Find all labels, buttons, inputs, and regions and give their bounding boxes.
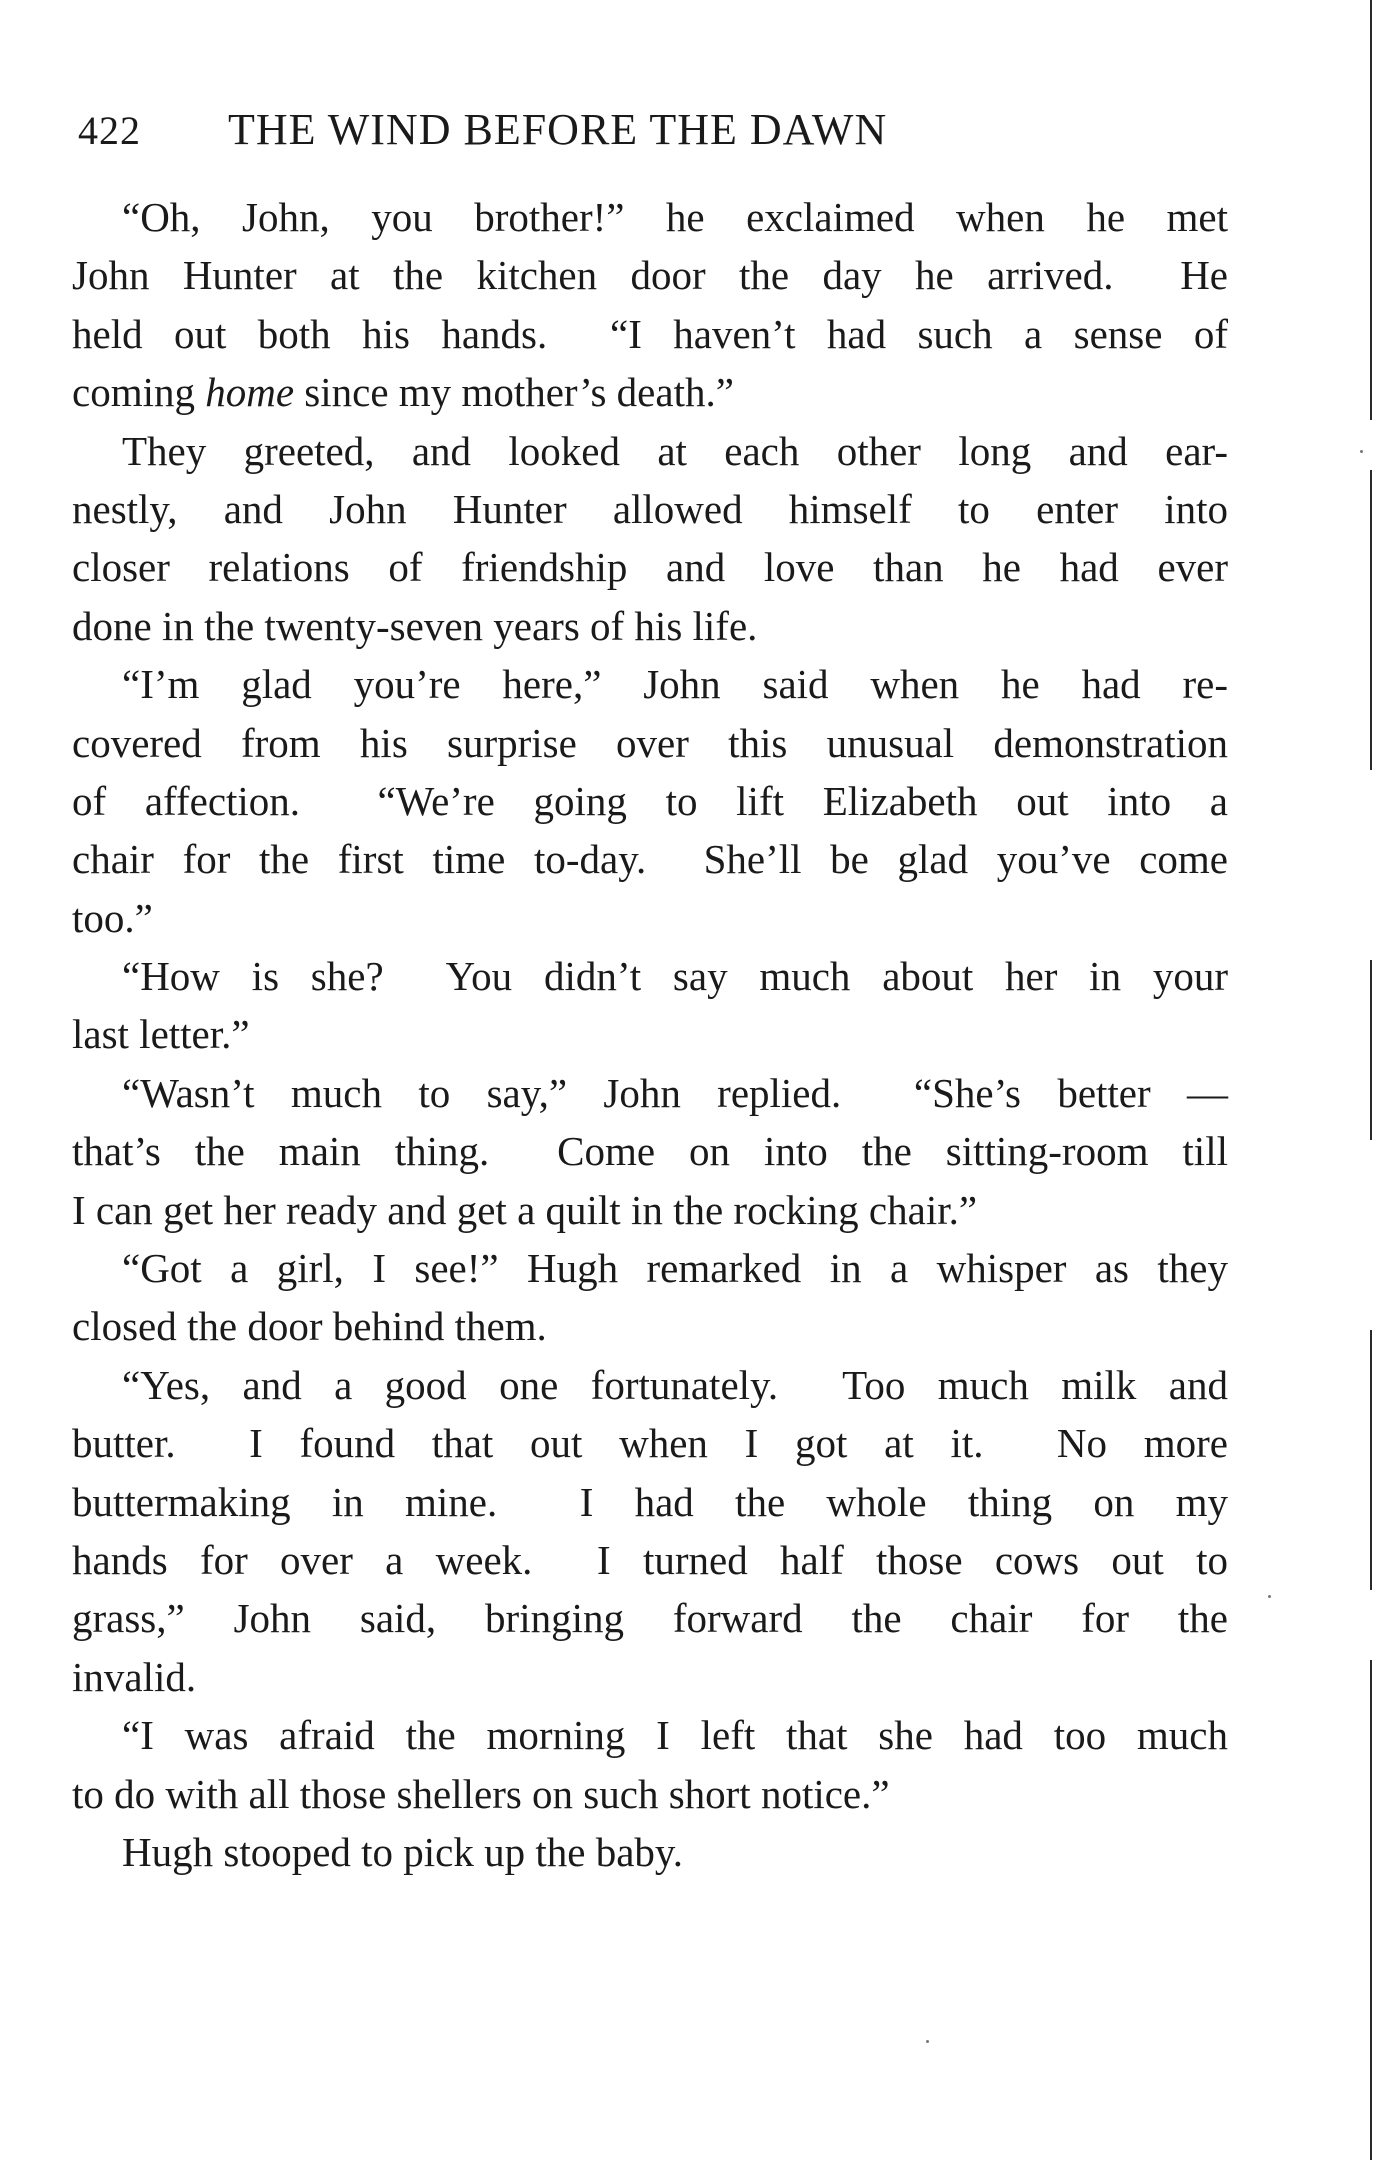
text-line: to do with all those shellers on such short notice.”: [72, 1770, 890, 1817]
running-head: [78, 104, 1238, 164]
gutter-rule: [1370, 1660, 1372, 2160]
text-line: invalid.: [72, 1653, 197, 1700]
gutter-rule: [1370, 960, 1372, 1140]
text-line: that’s the main thing. Come on into the sitting-room till: [72, 1128, 1228, 1175]
text-line: nestly, and John Hunter allowed himself to enter into: [72, 485, 1228, 532]
scan-speck: [926, 2040, 929, 2043]
gutter-rule: [1370, 470, 1372, 770]
text-line: chair for the first time to-day. She’ll be glad you’ve come: [72, 836, 1228, 883]
text-line: held out both his hands. “I haven’t had such a sense of: [72, 310, 1228, 357]
gutter-rule: [1370, 1330, 1372, 1590]
text-line: too.”: [72, 894, 153, 941]
text-line: “Got a girl, I see!” Hugh remarked in a whisper as they: [122, 1245, 1228, 1292]
scan-speck: [1360, 450, 1363, 453]
text-line: Hugh stooped to pick up the baby.: [122, 1828, 684, 1875]
text-line: I can get her ready and get a quilt in the rocking chair.”: [72, 1186, 978, 1233]
text-line: “Wasn’t much to say,” John replied. “She’s better —: [122, 1069, 1228, 1116]
text-line: of affection. “We’re going to lift Elizabeth out into a: [72, 777, 1228, 824]
text-line: covered from his surprise over this unusual demonstration: [72, 719, 1228, 766]
page-number: 422: [78, 108, 141, 153]
text-line: They greeted, and looked at each other long and ear-: [122, 427, 1228, 474]
text-line: John Hunter at the kitchen door the day he arrived. He: [72, 252, 1228, 299]
text-line: grass,” John said, bringing forward the chair for the: [72, 1595, 1228, 1642]
scan-speck: [1268, 1595, 1271, 1598]
text-segment: coming: [72, 369, 206, 416]
text-segment: since my mother’s death.”: [294, 369, 734, 416]
text-line: “I’m glad you’re here,” John said when he had re-: [122, 661, 1228, 708]
text-line: “Oh, John, you brother!” he exclaimed when he met: [122, 194, 1228, 240]
book-title: THE WIND BEFORE THE DAWN: [228, 105, 888, 154]
text-line: done in the twenty-seven years of his life.: [72, 602, 758, 649]
text-line: “I was afraid the morning I left that she had too much: [122, 1712, 1228, 1759]
text-line: closer relations of friendship and love than he had ever: [72, 544, 1228, 591]
text-line: butter. I found that out when I got at it. No more: [72, 1420, 1228, 1467]
text-line: buttermaking in mine. I had the whole thing on my: [72, 1478, 1228, 1525]
text-line: “How is she? You didn’t say much about her in your: [122, 953, 1228, 1000]
text-line: closed the door behind them.: [72, 1303, 547, 1350]
text-line: last letter.”: [72, 1011, 250, 1058]
body-text: [72, 188, 1228, 1881]
text-line: hands for over a week. I turned half those cows out to: [72, 1536, 1228, 1583]
italic-word: home: [205, 369, 295, 416]
gutter-rule: [1370, 0, 1372, 420]
text-line: “Yes, and a good one fortunately. Too much milk and: [122, 1361, 1228, 1408]
text-line: [72, 363, 1228, 421]
